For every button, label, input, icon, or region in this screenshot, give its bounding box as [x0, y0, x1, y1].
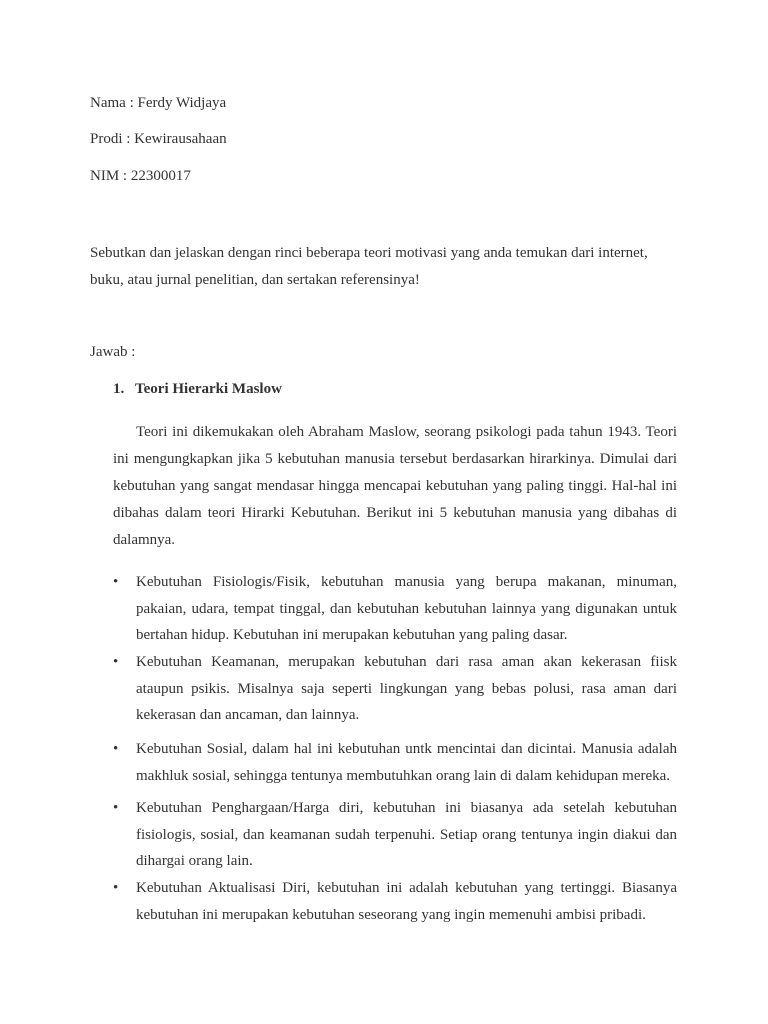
bullet-icon: •: [113, 800, 119, 816]
question-text: Sebutkan dan jelaskan dengan rinci beberapa teori motivasi yang anda temukan dari internet, buku, atau jurnal penelitian, dan sertakan referensinya!: [90, 245, 648, 288]
list-item-text: Kebutuhan Sosial, dalam hal ini kebutuhan untk mencintai dan dicintai. Manusia adalah makhluk sosial, sehingga tentunya membutuhkan orang lain di dalam kehidupan mereka.: [136, 741, 677, 784]
list-item-text: Kebutuhan Keamanan, merupakan kebutuhan dari rasa aman akan kekerasan fiisk ataupun psikis. Misalnya saja seperti lingkungan yang bebas polusi, rasa aman dari kekerasan dan ancaman, dan lainnya.: [136, 654, 677, 723]
bullet-icon: •: [113, 880, 119, 896]
section-title: Teori Hierarki Maslow: [135, 381, 282, 397]
list-item-text: Kebutuhan Penghargaan/Harga diri, kebutuhan ini biasanya ada setelah kebutuhan fisiologis, sosial, dan keamanan sudah terpenuhi. Setiap orang tentunya ingin diakui dan dihargai orang lain.: [136, 800, 677, 869]
list-item: [113, 875, 677, 928]
list-item: [113, 569, 677, 649]
section-number: 1.: [113, 381, 125, 397]
intro-paragraph: Teori ini dikemukakan oleh Abraham Maslow, seorang psikologi pada tahun 1943. Teori ini mengungkapkan jika 5 kebutuhan manusia tersebut berdasarkan hirarkinya. Dimulai dari kebutuhan yang sangat mendasar hingga mencapai kebutuhan yang paling tinggi. Hal-hal ini dibahas dalam teori Hirarki Kebutuhan. Berikut ini 5 kebutuhan manusia yang dibahas di dalamnya.: [113, 424, 677, 548]
list-item-text: Kebutuhan Aktualisasi Diri, kebutuhan ini adalah kebutuhan yang tertinggi. Biasanya kebutuhan ini merupakan kebutuhan seseorang yang ingin memenuhi ambisi pribadi.: [136, 880, 677, 923]
list-item: [113, 795, 677, 875]
bullet-icon: •: [113, 741, 119, 757]
section-heading: [113, 379, 282, 399]
bullet-icon: •: [113, 654, 119, 670]
answer-label: Jawab :: [90, 344, 136, 360]
bullet-icon: •: [113, 574, 119, 590]
student-id: NIM : 22300017: [90, 168, 191, 184]
list-item: [113, 649, 677, 729]
list-item-text: Kebutuhan Fisiologis/Fisik, kebutuhan manusia yang berupa makanan, minuman, pakaian, udara, tempat tinggal, dan kebutuhan kebutuhan lainnya yang digunakan untuk bertahan hidup. Kebutuhan ini merupakan kebutuhan yang paling dasar.: [136, 574, 677, 643]
study-program: Prodi : Kewirausahaan: [90, 131, 227, 147]
list-item: [113, 736, 677, 789]
student-name: Nama : Ferdy Widjaya: [90, 95, 227, 111]
